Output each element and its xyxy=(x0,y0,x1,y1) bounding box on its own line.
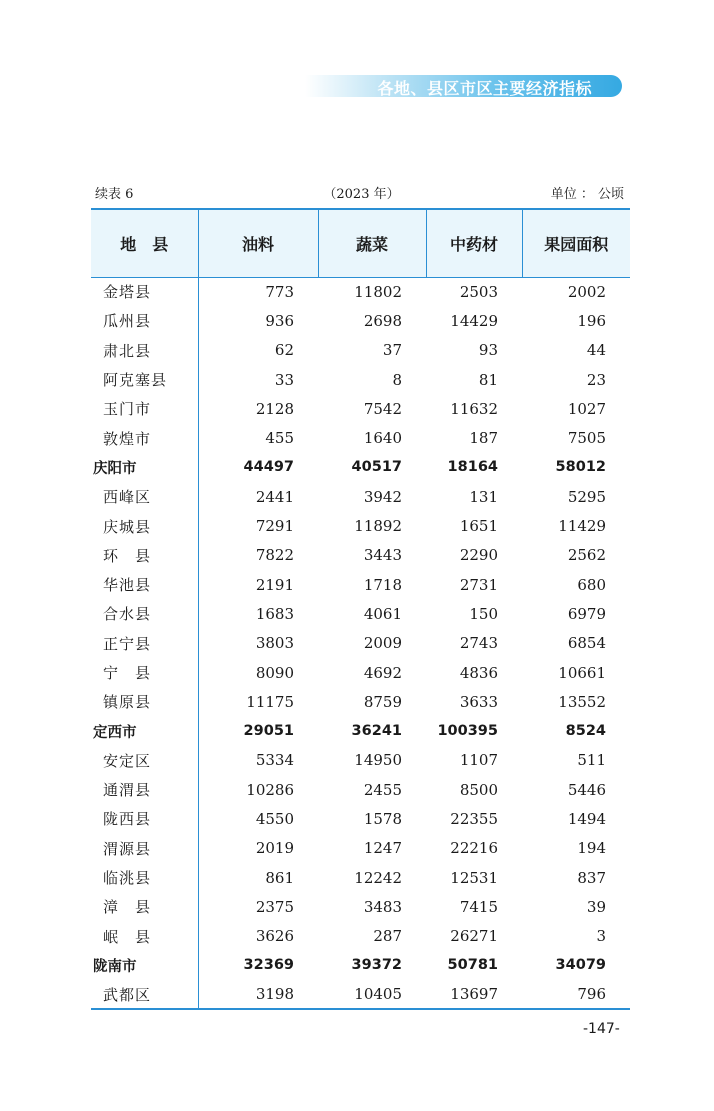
oilseed-value: 2128 xyxy=(255,399,294,418)
vegetables-value: 12242 xyxy=(354,868,402,887)
orchard-value: 11429 xyxy=(558,517,606,536)
region-name: 瓜州县 xyxy=(91,306,198,335)
herbs-value: 150 xyxy=(469,604,498,623)
table-row xyxy=(91,365,630,394)
city-row xyxy=(91,453,630,482)
orchard-value: 837 xyxy=(577,868,606,887)
table-row xyxy=(91,658,630,687)
oilseed-value: 3626 xyxy=(255,927,294,946)
orchard-value: 6979 xyxy=(567,604,606,623)
col-header-orchard: 果园面积 xyxy=(522,209,630,277)
oilseed-value: 10286 xyxy=(246,780,294,799)
vegetables-value: 1247 xyxy=(363,839,402,858)
vegetables-value: 1718 xyxy=(363,575,402,594)
herbs-value: 3633 xyxy=(459,692,498,711)
vegetables-value: 3942 xyxy=(363,487,402,506)
orchard-value: 511 xyxy=(577,751,606,770)
oilseed-value: 7291 xyxy=(255,517,294,536)
region-name: 陇南市 xyxy=(91,951,198,980)
vegetables-value: 2698 xyxy=(363,311,402,330)
oilseed-value: 773 xyxy=(265,282,294,301)
oilseed-value: 5334 xyxy=(255,751,294,770)
oilseed-value: 32369 xyxy=(243,957,294,974)
oilseed-value: 1683 xyxy=(255,604,294,623)
oilseed-value: 7822 xyxy=(255,546,294,565)
orchard-value: 23 xyxy=(586,370,606,389)
orchard-value: 44 xyxy=(586,341,606,360)
herbs-value: 7415 xyxy=(459,897,498,916)
table-row xyxy=(91,511,630,540)
region-name: 敦煌市 xyxy=(91,423,198,452)
herbs-value: 1107 xyxy=(459,751,498,770)
col-header-oilseed: 油料 xyxy=(198,209,318,277)
orchard-value: 3 xyxy=(596,927,606,946)
orchard-value: 34079 xyxy=(555,957,606,974)
region-name: 阿克塞县 xyxy=(91,365,198,394)
table-row xyxy=(91,306,630,335)
orchard-value: 196 xyxy=(577,311,606,330)
table-row xyxy=(91,629,630,658)
table-row xyxy=(91,775,630,804)
herbs-value: 13697 xyxy=(426,980,522,1009)
region-name: 漳 县 xyxy=(91,892,198,921)
economic-indicators-table xyxy=(91,208,630,1010)
orchard-value: 5295 xyxy=(567,487,606,506)
vegetables-value: 287 xyxy=(373,927,402,946)
region-name: 环 县 xyxy=(91,541,198,570)
herbs-value: 1651 xyxy=(459,517,498,536)
table-row xyxy=(91,892,630,921)
herbs-value: 11632 xyxy=(450,399,498,418)
table-header-row xyxy=(91,209,630,277)
vegetables-value: 10405 xyxy=(318,980,426,1009)
oilseed-value: 455 xyxy=(265,429,294,448)
table-row xyxy=(91,336,630,365)
orchard-value: 680 xyxy=(577,575,606,594)
col-header-herbs: 中药材 xyxy=(426,209,522,277)
oilseed-value: 33 xyxy=(274,370,294,389)
oilseed-value: 2191 xyxy=(255,575,294,594)
orchard-value: 796 xyxy=(522,980,630,1009)
table-meta xyxy=(93,183,630,203)
herbs-value: 2743 xyxy=(459,634,498,653)
herbs-value: 2290 xyxy=(459,546,498,565)
herbs-value: 18164 xyxy=(447,459,498,476)
oilseed-value: 11175 xyxy=(246,692,294,711)
region-name: 宁 县 xyxy=(91,658,198,687)
herbs-value: 12531 xyxy=(450,868,498,887)
herbs-value: 22355 xyxy=(450,809,498,828)
herbs-value: 4836 xyxy=(459,663,498,682)
region-name: 华池县 xyxy=(91,570,198,599)
table-label: 续表 6 xyxy=(95,187,134,202)
region-name: 武都区 xyxy=(91,980,198,1009)
table-row xyxy=(91,394,630,423)
table-row xyxy=(91,687,630,716)
orchard-value: 39 xyxy=(586,897,606,916)
orchard-value: 10661 xyxy=(558,663,606,682)
herbs-value: 81 xyxy=(478,370,498,389)
region-name: 陇西县 xyxy=(91,804,198,833)
oilseed-value: 3198 xyxy=(198,980,318,1009)
region-name: 庆阳市 xyxy=(91,453,198,482)
herbs-value: 50781 xyxy=(447,957,498,974)
orchard-value: 194 xyxy=(577,839,606,858)
orchard-value: 5446 xyxy=(567,780,606,799)
vegetables-value: 3483 xyxy=(363,897,402,916)
col-header-vegetables: 蔬菜 xyxy=(318,209,426,277)
region-name: 合水县 xyxy=(91,599,198,628)
table-row xyxy=(91,863,630,892)
herbs-value: 26271 xyxy=(450,927,498,946)
city-row xyxy=(91,951,630,980)
herbs-value: 14429 xyxy=(450,311,498,330)
oilseed-value: 8090 xyxy=(255,663,294,682)
orchard-value: 1027 xyxy=(567,399,606,418)
col-header-region: 地 县 xyxy=(91,209,198,277)
oilseed-value: 2019 xyxy=(255,839,294,858)
region-name: 定西市 xyxy=(91,716,198,745)
vegetables-value: 37 xyxy=(382,341,402,360)
vegetables-value: 11802 xyxy=(354,282,402,301)
page-number: -147- xyxy=(583,1021,620,1037)
herbs-value: 2731 xyxy=(459,575,498,594)
herbs-value: 93 xyxy=(478,341,498,360)
region-name: 安定区 xyxy=(91,746,198,775)
vegetables-value: 1640 xyxy=(363,429,402,448)
table-row xyxy=(91,482,630,511)
orchard-value: 2002 xyxy=(567,282,606,301)
herbs-value: 100395 xyxy=(437,723,498,740)
vegetables-value: 3443 xyxy=(363,546,402,565)
table-row xyxy=(91,423,630,452)
table-row xyxy=(91,804,630,833)
oilseed-value: 62 xyxy=(274,341,294,360)
region-name: 渭源县 xyxy=(91,834,198,863)
table-row xyxy=(91,980,630,1009)
city-row xyxy=(91,716,630,745)
oilseed-value: 4550 xyxy=(255,809,294,828)
oilseed-value: 44497 xyxy=(243,459,294,476)
region-name: 通渭县 xyxy=(91,775,198,804)
region-name: 金塔县 xyxy=(91,277,198,306)
table-row xyxy=(91,922,630,951)
table-row xyxy=(91,570,630,599)
table-row xyxy=(91,541,630,570)
oilseed-value: 2375 xyxy=(255,897,294,916)
region-name: 西峰区 xyxy=(91,482,198,511)
region-name: 玉门市 xyxy=(91,394,198,423)
region-name: 岷 县 xyxy=(91,922,198,951)
oilseed-value: 936 xyxy=(265,311,294,330)
oilseed-value: 29051 xyxy=(243,723,294,740)
table-row xyxy=(91,834,630,863)
herbs-value: 131 xyxy=(469,487,498,506)
orchard-value: 8524 xyxy=(565,723,606,740)
vegetables-value: 7542 xyxy=(363,399,402,418)
vegetables-value: 40517 xyxy=(351,459,402,476)
herbs-value: 2503 xyxy=(459,282,498,301)
vegetables-value: 11892 xyxy=(354,517,402,536)
vegetables-value: 8759 xyxy=(363,692,402,711)
orchard-value: 58012 xyxy=(555,459,606,476)
oilseed-value: 3803 xyxy=(255,634,294,653)
banner-title: 各地、县区市区主要经济指标 xyxy=(377,79,592,98)
vegetables-value: 14950 xyxy=(354,751,402,770)
orchard-value: 2562 xyxy=(567,546,606,565)
region-name: 镇原县 xyxy=(91,687,198,716)
herbs-value: 187 xyxy=(469,429,498,448)
vegetables-value: 36241 xyxy=(351,723,402,740)
orchard-value: 7505 xyxy=(567,429,606,448)
table-unit: 单位 ： 公顷 xyxy=(550,187,624,202)
table-row xyxy=(91,277,630,306)
table-row xyxy=(91,746,630,775)
region-name: 庆城县 xyxy=(91,511,198,540)
vegetables-value: 2455 xyxy=(363,780,402,799)
vegetables-value: 39372 xyxy=(351,957,402,974)
region-name: 肃北县 xyxy=(91,336,198,365)
table-year: （2023 年） xyxy=(323,187,400,202)
herbs-value: 8500 xyxy=(459,780,498,799)
vegetables-value: 2009 xyxy=(363,634,402,653)
oilseed-value: 861 xyxy=(265,868,294,887)
table-row xyxy=(91,599,630,628)
oilseed-value: 2441 xyxy=(255,487,294,506)
orchard-value: 6854 xyxy=(567,634,606,653)
orchard-value: 13552 xyxy=(558,692,606,711)
vegetables-value: 8 xyxy=(392,370,402,389)
region-name: 临洮县 xyxy=(91,863,198,892)
vegetables-value: 4692 xyxy=(363,663,402,682)
orchard-value: 1494 xyxy=(567,809,606,828)
section-banner xyxy=(305,75,622,97)
herbs-value: 22216 xyxy=(450,839,498,858)
vegetables-value: 1578 xyxy=(363,809,402,828)
region-name: 正宁县 xyxy=(91,629,198,658)
vegetables-value: 4061 xyxy=(363,604,402,623)
